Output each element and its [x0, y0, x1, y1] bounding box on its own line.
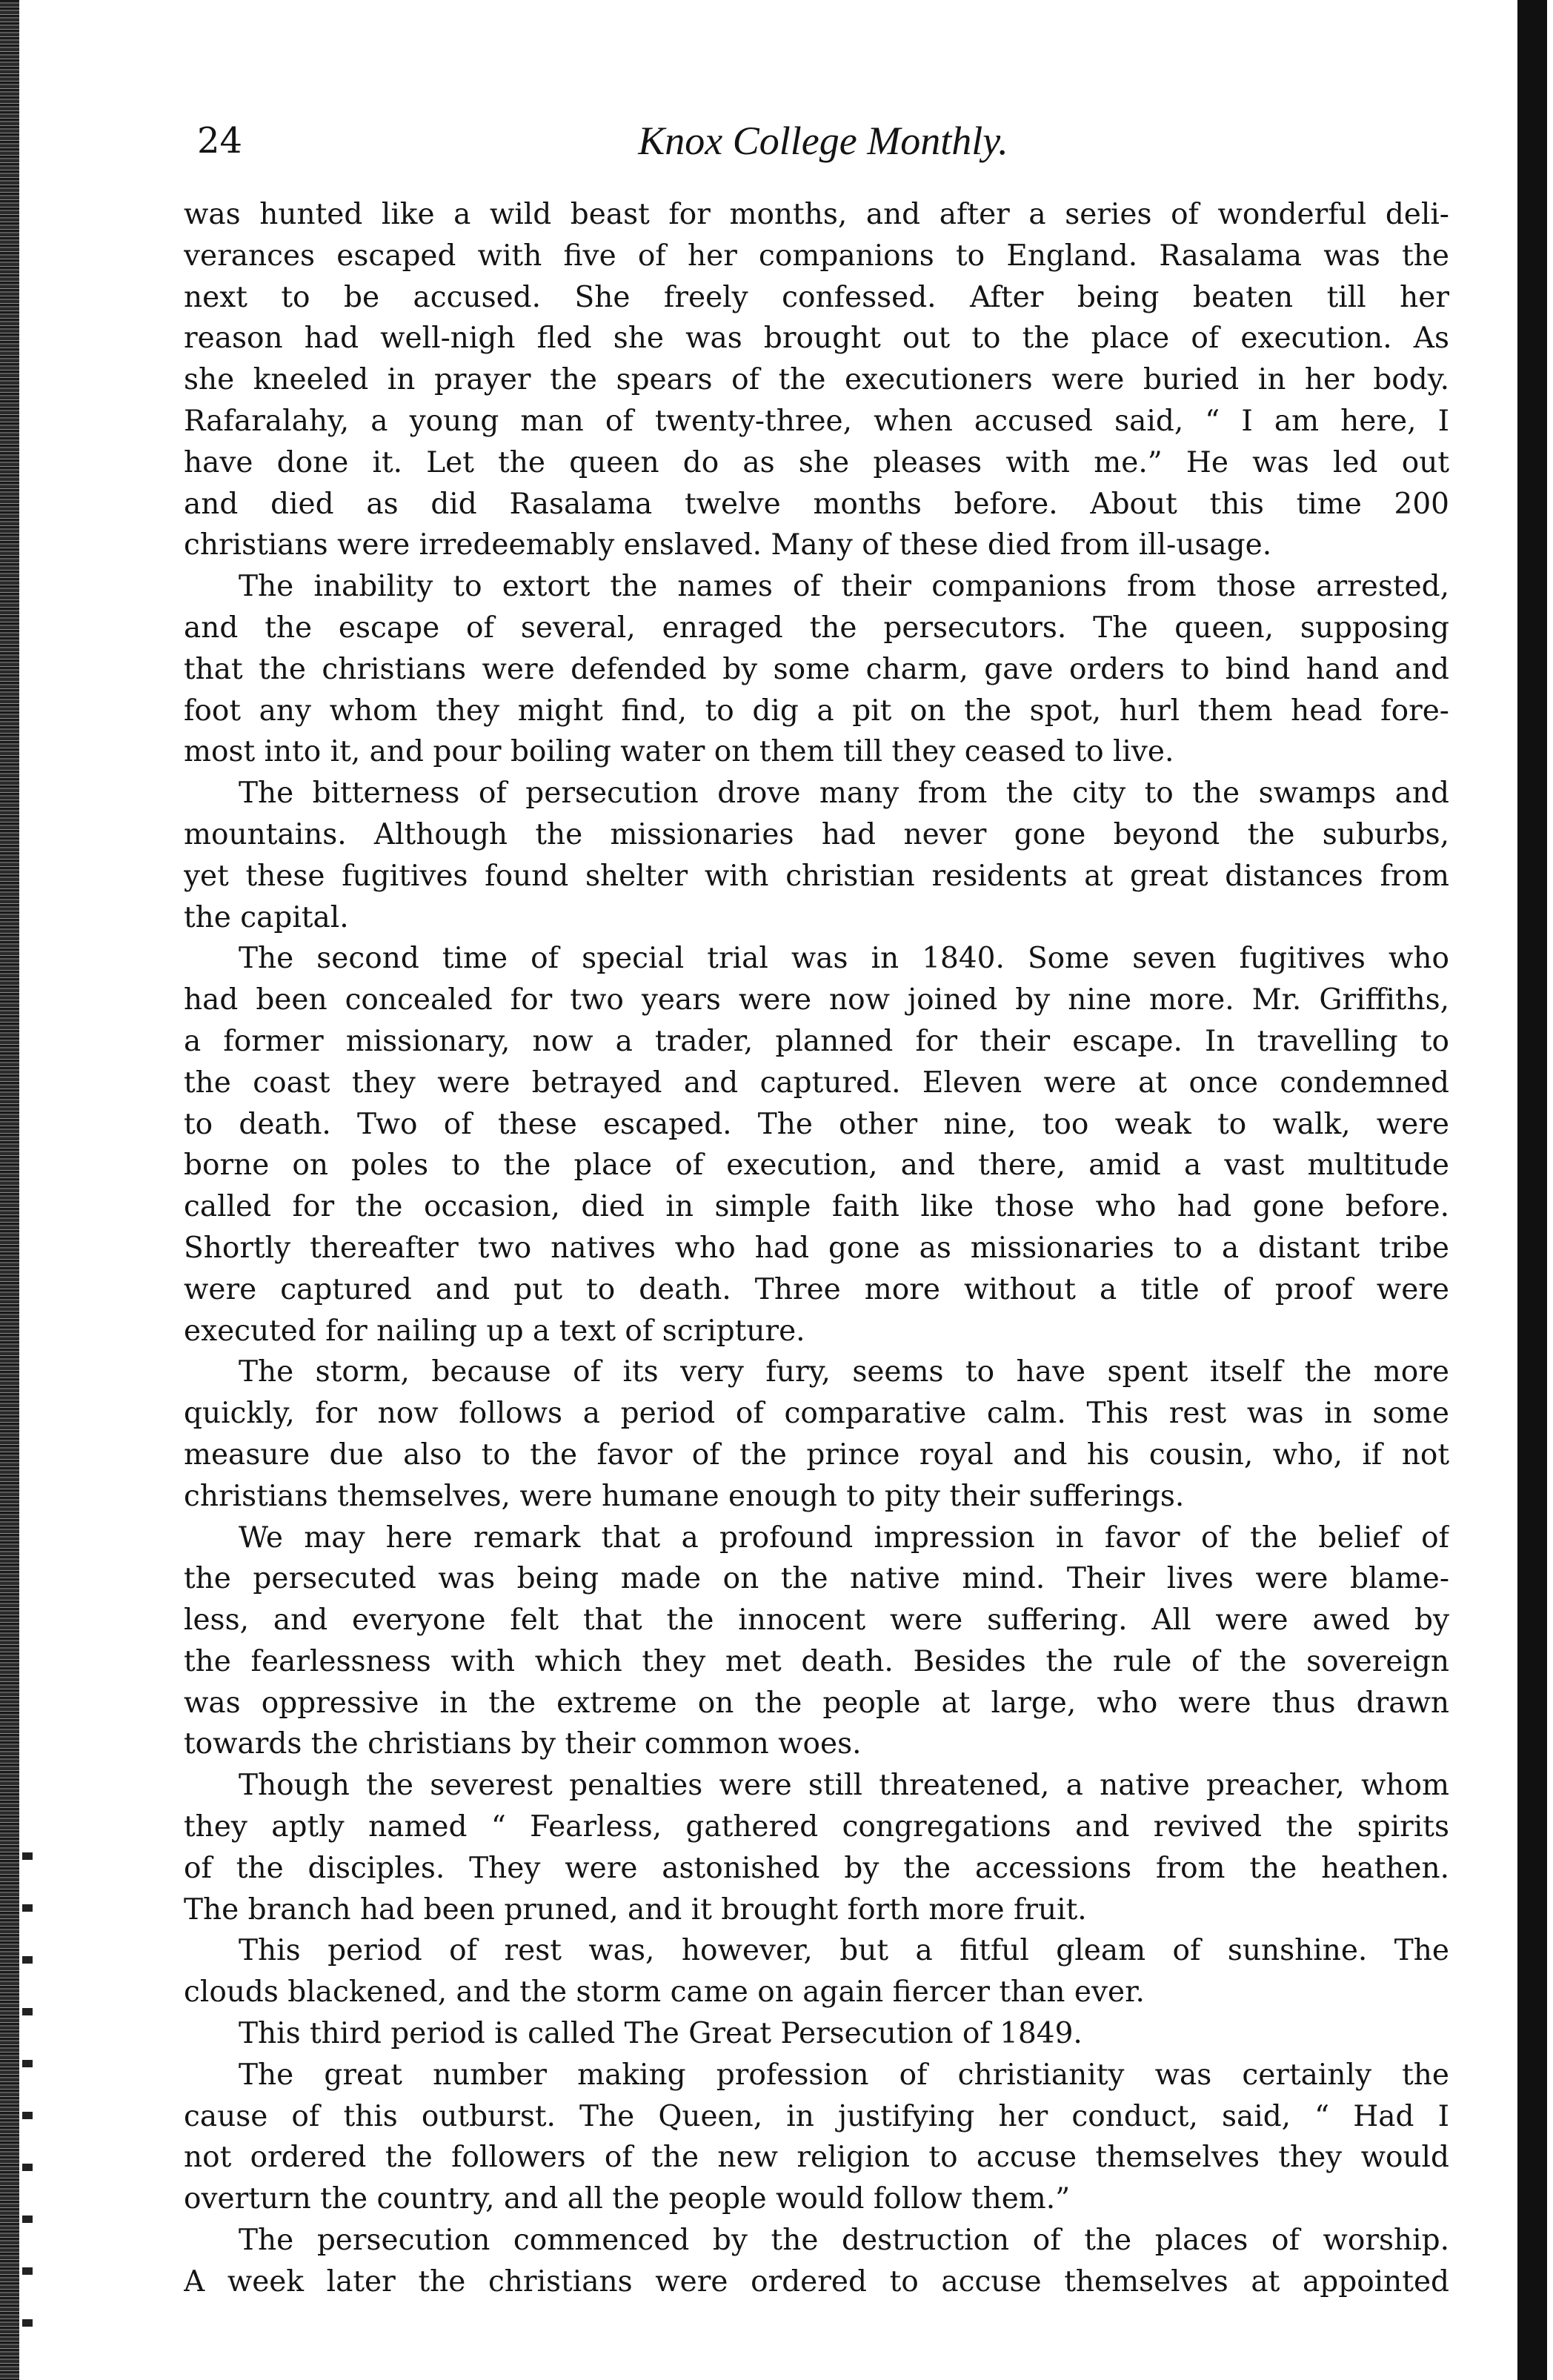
text-line: were captured and put to death. Three more without a title of proof were: [184, 1272, 1449, 1306]
text-line: the capital.: [184, 900, 349, 934]
text-line: The bitterness of persecution drove many from the city to the swamps and: [239, 777, 1449, 811]
text-line: This period of rest was, however, but a fitful gleam of sunshine. The: [239, 1934, 1449, 1968]
text-line: have done it. Let the queen do as she pleases with me.” He was led out: [184, 445, 1449, 479]
text-line: christians were irredeemably enslaved. Many of these died from ill-usage.: [184, 528, 1272, 562]
text-line: borne on poles to the place of execution, and there, amid a vast multitude: [184, 1149, 1449, 1183]
text-line: christians themselves, were humane enough to pity their sufferings.: [184, 1479, 1185, 1513]
text-line: measure due also to the favor of the prince royal and his cousin, who, if not: [184, 1437, 1449, 1472]
scan-left-edge: [0, 0, 19, 2380]
text-line: executed for nailing up a text of scripture.: [184, 1314, 805, 1348]
text-line: reason had well-nigh fled she was brought out to the place of execution. As: [184, 322, 1449, 356]
text-line: was hunted like a wild beast for months, and after a series of wonderful deli-: [184, 198, 1449, 231]
text-line: The branch had been pruned, and it brought forth more fruit.: [184, 1892, 1087, 1927]
text-line: towards the christians by their common woes.: [184, 1727, 862, 1761]
page-number: 24: [197, 120, 243, 162]
text-line: The persecution commenced by the destruction of the places of worship.: [239, 2224, 1449, 2258]
text-line: clouds blackened, and the storm came on again fiercer than ever.: [184, 1975, 1145, 2010]
text-line: yet these fugitives found shelter with christian residents at great distances from: [184, 859, 1449, 893]
body-text: [184, 194, 1449, 2303]
text-line: The storm, because of its very fury, seems to have spent itself the more: [239, 1355, 1449, 1389]
text-line: was oppressive in the extreme on the people at large, who were thus drawn: [184, 1686, 1449, 1720]
text-line: that the christians were defended by some charm, gave orders to bind hand and: [184, 652, 1449, 686]
text-line: most into it, and pour boiling water on them till they ceased to live.: [184, 735, 1174, 769]
text-line: of the disciples. They were astonished by the accessions from the heathen.: [184, 1851, 1449, 1885]
text-line: The second time of special trial was in 1840. Some seven fugitives who: [239, 942, 1449, 976]
text-line: verances escaped with five of her companions to England. Rasalama was the: [184, 239, 1449, 273]
text-line: they aptly named “ Fearless, gathered congregations and revived the spirits: [184, 1810, 1449, 1844]
text-line: next to be accused. She freely confessed. After being beaten till her: [184, 280, 1449, 314]
text-line: mountains. Although the missionaries had never gone beyond the suburbs,: [184, 817, 1449, 851]
scan-margin-marks: [22, 1852, 33, 2371]
text-line: cause of this outburst. The Queen, in justifying her conduct, said, “ Had I: [184, 2099, 1449, 2133]
scan-right-edge: [1517, 0, 1547, 2380]
text-line: Shortly thereafter two natives who had gone as missionaries to a distant tribe: [184, 1231, 1449, 1265]
text-line: overturn the country, and all the people would follow them.”: [184, 2182, 1071, 2216]
text-line: Though the severest penalties were still threatened, a native preacher, whom: [239, 1769, 1449, 1803]
text-line: the fearlessness with which they met death. Besides the rule of the sovereign: [184, 1644, 1449, 1678]
text-line: to death. Two of these escaped. The other nine, too weak to walk, were: [184, 1107, 1449, 1141]
text-line: a former missionary, now a trader, planned for their escape. In travelling to: [184, 1024, 1449, 1058]
text-line: less, and everyone felt that the innocent were suffering. All were awed by: [184, 1603, 1449, 1638]
text-line: called for the occasion, died in simple faith like those who had gone before.: [184, 1190, 1449, 1224]
text-line: The great number making profession of christianity was certainly the: [239, 2058, 1449, 2092]
text-line: and died as did Rasalama twelve months before. About this time 200: [184, 487, 1449, 521]
text-line: Rafaralahy, a young man of twenty-three, when accused said, “ I am here, I: [184, 404, 1449, 438]
text-line: This third period is called The Great Persecution of 1849.: [239, 2017, 1083, 2051]
page-header: [197, 111, 1449, 170]
text-line: quickly, for now follows a period of comparative calm. This rest was in some: [184, 1397, 1449, 1431]
text-line: The inability to extort the names of their companions from those arrested,: [239, 570, 1449, 604]
text-line: foot any whom they might find, to dig a pit on the spot, hurl them head fore-: [184, 694, 1449, 728]
text-line: the coast they were betrayed and captured. Eleven were at once condemned: [184, 1066, 1449, 1100]
text-line: We may here remark that a profound impression in favor of the belief of: [239, 1520, 1449, 1555]
text-line: and the escape of several, enraged the persecutors. The queen, supposing: [184, 611, 1449, 645]
text-line: not ordered the followers of the new religion to accuse themselves they would: [184, 2141, 1449, 2175]
running-title: Knox College Monthly.: [638, 119, 1008, 163]
text-line: A week later the christians were ordered to accuse themselves at appointed: [184, 2264, 1449, 2298]
text-line: she kneeled in prayer the spears of the executioners were buried in her body.: [184, 363, 1449, 397]
text-line: the persecuted was being made on the native mind. Their lives were blame-: [184, 1562, 1449, 1596]
text-line: had been concealed for two years were now joined by nine more. Mr. Griffiths,: [184, 983, 1449, 1017]
